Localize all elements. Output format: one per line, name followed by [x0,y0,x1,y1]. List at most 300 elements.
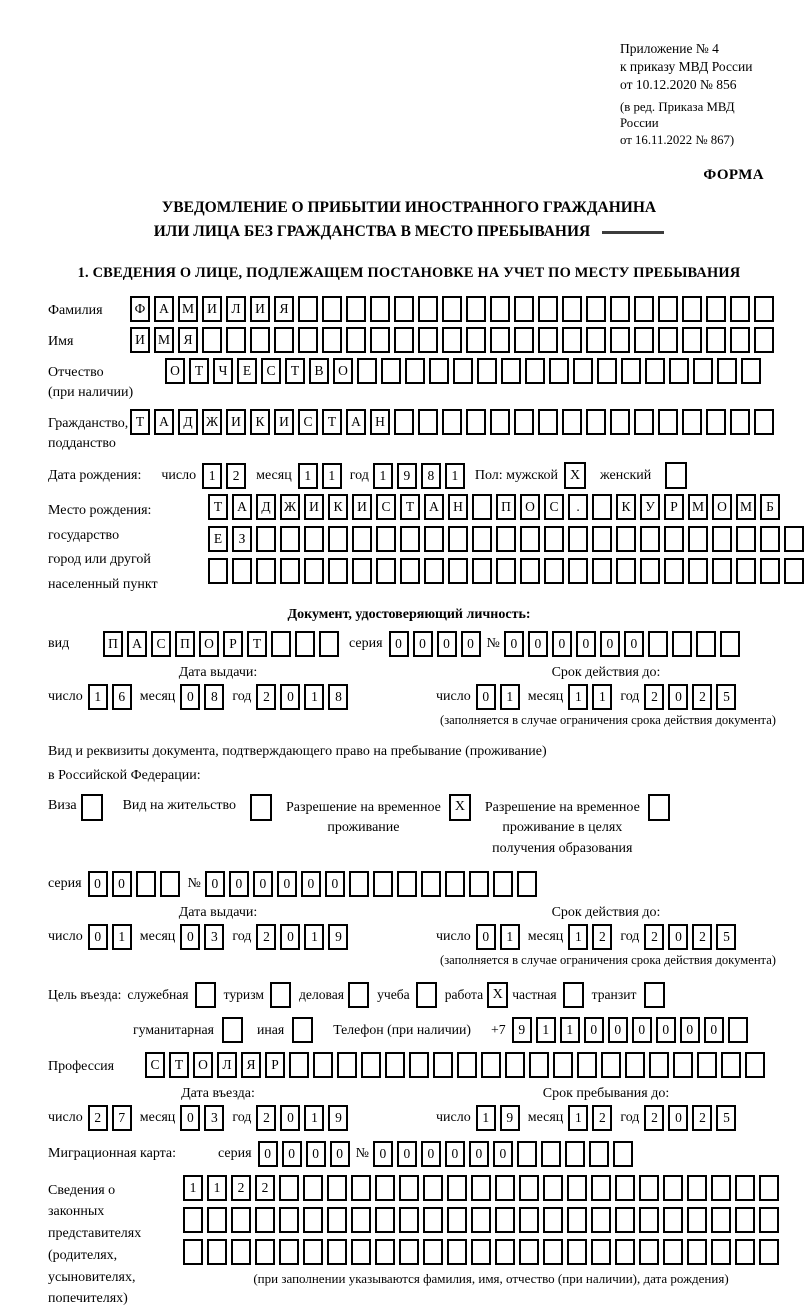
char-box[interactable] [327,1207,347,1233]
char-box[interactable]: 0 [668,684,688,710]
char-box[interactable] [544,558,564,584]
char-box[interactable]: О [199,631,219,657]
char-box[interactable] [327,1239,347,1265]
char-box[interactable] [597,358,617,384]
char-box[interactable] [295,631,315,657]
char-box[interactable] [349,871,369,897]
char-box[interactable] [735,1207,755,1233]
char-box[interactable] [327,1175,347,1201]
char-box[interactable]: 0 [704,1017,724,1043]
char-box[interactable] [711,1239,731,1265]
char-box[interactable] [466,296,486,322]
char-box[interactable]: 1 [560,1017,580,1043]
char-box[interactable]: С [376,494,396,520]
char-box[interactable] [514,327,534,353]
char-box[interactable] [279,1207,299,1233]
char-box[interactable] [501,358,521,384]
char-box[interactable]: 0 [306,1141,326,1167]
visa-checkbox[interactable] [81,794,103,821]
char-box[interactable] [490,296,510,322]
char-box[interactable]: 0 [397,1141,417,1167]
char-box[interactable] [541,1141,561,1167]
char-box[interactable] [418,409,438,435]
char-box[interactable]: 0 [258,1141,278,1167]
char-box[interactable] [375,1239,395,1265]
char-box[interactable] [693,358,713,384]
char-box[interactable] [672,631,692,657]
char-box[interactable]: 8 [421,463,441,489]
char-box[interactable]: 6 [112,684,132,710]
char-box[interactable]: 1 [500,684,520,710]
char-box[interactable] [477,358,497,384]
char-box[interactable]: Т [130,409,150,435]
char-box[interactable]: Т [285,358,305,384]
char-box[interactable]: 2 [255,1175,275,1201]
char-box[interactable] [423,1207,443,1233]
char-box[interactable] [735,1239,755,1265]
char-box[interactable]: О [333,358,353,384]
char-box[interactable]: 2 [692,924,712,950]
char-box[interactable] [592,494,612,520]
char-box[interactable]: 2 [644,1105,664,1131]
char-box[interactable] [592,558,612,584]
char-box[interactable] [634,409,654,435]
char-box[interactable] [538,296,558,322]
char-box[interactable] [543,1207,563,1233]
char-box[interactable] [562,409,582,435]
char-box[interactable]: 0 [88,871,108,897]
char-box[interactable]: А [424,494,444,520]
char-box[interactable]: Я [241,1052,261,1078]
char-box[interactable] [519,1175,539,1201]
char-box[interactable] [639,1175,659,1201]
char-box[interactable]: Я [178,327,198,353]
char-box[interactable] [394,327,414,353]
char-box[interactable]: 0 [277,871,297,897]
char-box[interactable] [711,1207,731,1233]
char-box[interactable] [375,1207,395,1233]
char-box[interactable] [423,1239,443,1265]
edu-permit-checkbox[interactable] [648,794,670,821]
char-box[interactable] [687,1239,707,1265]
char-box[interactable]: Л [217,1052,237,1078]
char-box[interactable]: Р [265,1052,285,1078]
residence-permit-checkbox[interactable] [250,794,272,821]
char-box[interactable] [577,1052,597,1078]
char-box[interactable]: 1 [304,684,324,710]
char-box[interactable] [565,1141,585,1167]
char-box[interactable]: Т [169,1052,189,1078]
sex-female-checkbox[interactable] [665,462,687,489]
char-box[interactable]: С [298,409,318,435]
char-box[interactable] [784,526,804,552]
char-box[interactable] [514,296,534,322]
char-box[interactable] [256,526,276,552]
char-box[interactable] [567,1239,587,1265]
char-box[interactable]: 2 [692,1105,712,1131]
char-box[interactable] [730,296,750,322]
char-box[interactable] [231,1207,251,1233]
char-box[interactable] [640,558,660,584]
char-box[interactable] [549,358,569,384]
char-box[interactable] [562,296,582,322]
char-box[interactable] [303,1175,323,1201]
char-box[interactable] [322,296,342,322]
char-box[interactable] [697,1052,717,1078]
char-box[interactable] [634,296,654,322]
char-box[interactable]: 3 [204,924,224,950]
char-box[interactable]: 0 [389,631,409,657]
char-box[interactable]: 1 [373,463,393,489]
char-box[interactable] [471,1239,491,1265]
char-box[interactable]: 0 [469,1141,489,1167]
char-box[interactable]: И [226,409,246,435]
char-box[interactable] [615,1175,635,1201]
char-box[interactable] [304,558,324,584]
char-box[interactable] [687,1207,707,1233]
char-box[interactable]: М [154,327,174,353]
char-box[interactable] [490,327,510,353]
char-box[interactable] [490,409,510,435]
char-box[interactable] [495,1207,515,1233]
char-box[interactable]: 0 [421,1141,441,1167]
char-box[interactable]: Т [322,409,342,435]
char-box[interactable]: 5 [716,1105,736,1131]
char-box[interactable]: 5 [716,924,736,950]
char-box[interactable]: 0 [280,924,300,950]
char-box[interactable]: 2 [231,1175,251,1201]
char-box[interactable] [592,526,612,552]
char-box[interactable] [466,327,486,353]
char-box[interactable] [645,358,665,384]
char-box[interactable] [424,558,444,584]
char-box[interactable]: Р [664,494,684,520]
char-box[interactable] [207,1207,227,1233]
char-box[interactable] [538,327,558,353]
char-box[interactable]: 7 [112,1105,132,1131]
char-box[interactable] [730,409,750,435]
char-box[interactable] [453,358,473,384]
char-box[interactable]: 2 [592,1105,612,1131]
char-box[interactable] [720,631,740,657]
char-box[interactable] [394,296,414,322]
char-box[interactable] [231,1239,251,1265]
char-box[interactable]: 9 [397,463,417,489]
char-box[interactable] [529,1052,549,1078]
char-box[interactable] [405,358,425,384]
char-box[interactable] [381,358,401,384]
char-box[interactable]: 0 [301,871,321,897]
char-box[interactable] [648,631,668,657]
char-box[interactable] [346,296,366,322]
char-box[interactable] [418,327,438,353]
char-box[interactable] [553,1052,573,1078]
char-box[interactable] [322,327,342,353]
temp-permit-checkbox[interactable]: X [449,794,471,821]
char-box[interactable] [615,1207,635,1233]
char-box[interactable]: 0 [552,631,572,657]
char-box[interactable]: 0 [280,1105,300,1131]
char-box[interactable] [298,296,318,322]
purpose-private-checkbox[interactable] [563,982,584,1008]
char-box[interactable]: В [309,358,329,384]
char-box[interactable]: 0 [476,924,496,950]
char-box[interactable]: 0 [112,871,132,897]
char-box[interactable]: 0 [437,631,457,657]
char-box[interactable] [448,558,468,584]
char-box[interactable] [421,871,441,897]
purpose-work-checkbox[interactable]: X [487,982,508,1008]
char-box[interactable]: 0 [624,631,644,657]
char-box[interactable]: 0 [325,871,345,897]
char-box[interactable] [610,296,630,322]
char-box[interactable] [663,1239,683,1265]
char-box[interactable] [280,526,300,552]
char-box[interactable] [207,1239,227,1265]
char-box[interactable]: 0 [330,1141,350,1167]
char-box[interactable]: К [328,494,348,520]
char-box[interactable] [712,526,732,552]
char-box[interactable] [658,296,678,322]
char-box[interactable] [481,1052,501,1078]
char-box[interactable] [442,296,462,322]
char-box[interactable] [760,526,780,552]
char-box[interactable] [525,358,545,384]
char-box[interactable] [669,358,689,384]
char-box[interactable]: 0 [576,631,596,657]
char-box[interactable]: 1 [207,1175,227,1201]
char-box[interactable]: И [352,494,372,520]
char-box[interactable]: 2 [592,924,612,950]
char-box[interactable] [658,327,678,353]
char-box[interactable]: 9 [500,1105,520,1131]
char-box[interactable]: 0 [504,631,524,657]
purpose-tourism-checkbox[interactable] [270,982,291,1008]
char-box[interactable]: 1 [112,924,132,950]
char-box[interactable] [688,526,708,552]
char-box[interactable] [448,526,468,552]
char-box[interactable] [298,327,318,353]
char-box[interactable]: 1 [568,1105,588,1131]
char-box[interactable]: 2 [226,463,246,489]
char-box[interactable] [357,358,377,384]
char-box[interactable]: 2 [256,924,276,950]
char-box[interactable]: Я [274,296,294,322]
char-box[interactable]: 1 [322,463,342,489]
char-box[interactable]: Ж [202,409,222,435]
char-box[interactable] [304,526,324,552]
char-box[interactable] [271,631,291,657]
char-box[interactable]: М [736,494,756,520]
char-box[interactable] [280,558,300,584]
char-box[interactable] [442,409,462,435]
char-box[interactable]: 0 [180,924,200,950]
char-box[interactable]: 9 [328,924,348,950]
char-box[interactable] [400,526,420,552]
char-box[interactable]: И [250,296,270,322]
char-box[interactable] [505,1052,525,1078]
char-box[interactable] [591,1239,611,1265]
char-box[interactable]: 0 [656,1017,676,1043]
char-box[interactable] [385,1052,405,1078]
char-box[interactable] [688,558,708,584]
char-box[interactable] [568,558,588,584]
char-box[interactable]: 0 [632,1017,652,1043]
char-box[interactable] [759,1175,779,1201]
char-box[interactable] [613,1141,633,1167]
char-box[interactable]: А [127,631,147,657]
purpose-official-checkbox[interactable] [195,982,216,1008]
char-box[interactable] [457,1052,477,1078]
char-box[interactable] [745,1052,765,1078]
char-box[interactable] [754,327,774,353]
char-box[interactable] [730,327,750,353]
char-box[interactable]: И [202,296,222,322]
char-box[interactable] [471,1207,491,1233]
char-box[interactable]: 1 [568,924,588,950]
char-box[interactable] [442,327,462,353]
char-box[interactable]: 0 [493,1141,513,1167]
char-box[interactable]: 1 [500,924,520,950]
char-box[interactable] [514,409,534,435]
char-box[interactable]: 1 [88,684,108,710]
char-box[interactable]: Е [237,358,257,384]
char-box[interactable] [591,1207,611,1233]
char-box[interactable]: 0 [608,1017,628,1043]
char-box[interactable] [687,1175,707,1201]
char-box[interactable]: Ж [280,494,300,520]
char-box[interactable]: Т [208,494,228,520]
char-box[interactable] [303,1239,323,1265]
char-box[interactable] [471,1175,491,1201]
char-box[interactable] [208,558,228,584]
char-box[interactable] [634,327,654,353]
char-box[interactable] [712,558,732,584]
char-box[interactable] [625,1052,645,1078]
char-box[interactable]: 2 [644,684,664,710]
sex-male-checkbox[interactable]: X [564,462,586,489]
char-box[interactable]: 0 [88,924,108,950]
char-box[interactable]: 0 [600,631,620,657]
char-box[interactable] [735,1175,755,1201]
purpose-humanitarian-checkbox[interactable] [222,1017,243,1043]
char-box[interactable] [784,558,804,584]
char-box[interactable] [586,296,606,322]
char-box[interactable]: К [616,494,636,520]
char-box[interactable]: 9 [512,1017,532,1043]
char-box[interactable]: 0 [445,1141,465,1167]
char-box[interactable] [469,871,489,897]
char-box[interactable]: О [520,494,540,520]
char-box[interactable]: Б [760,494,780,520]
char-box[interactable]: 0 [476,684,496,710]
char-box[interactable]: 5 [716,684,736,710]
char-box[interactable] [706,409,726,435]
char-box[interactable]: С [151,631,171,657]
char-box[interactable] [517,1141,537,1167]
char-box[interactable] [754,409,774,435]
char-box[interactable] [376,526,396,552]
char-box[interactable] [352,558,372,584]
char-box[interactable] [418,296,438,322]
char-box[interactable] [424,526,444,552]
char-box[interactable] [664,558,684,584]
char-box[interactable]: 0 [528,631,548,657]
char-box[interactable] [520,558,540,584]
char-box[interactable] [328,526,348,552]
char-box[interactable] [759,1207,779,1233]
char-box[interactable] [663,1175,683,1201]
char-box[interactable] [399,1175,419,1201]
char-box[interactable]: Ф [130,296,150,322]
char-box[interactable] [376,558,396,584]
char-box[interactable]: М [178,296,198,322]
char-box[interactable] [351,1175,371,1201]
char-box[interactable] [567,1175,587,1201]
char-box[interactable] [313,1052,333,1078]
char-box[interactable]: Н [448,494,468,520]
purpose-other-checkbox[interactable] [292,1017,313,1043]
char-box[interactable] [586,409,606,435]
char-box[interactable] [741,358,761,384]
char-box[interactable]: 0 [668,924,688,950]
char-box[interactable] [682,296,702,322]
char-box[interactable]: У [640,494,660,520]
char-box[interactable] [319,631,339,657]
char-box[interactable] [397,871,417,897]
char-box[interactable] [433,1052,453,1078]
char-box[interactable]: С [544,494,564,520]
char-box[interactable]: А [346,409,366,435]
char-box[interactable]: С [261,358,281,384]
char-box[interactable]: Д [178,409,198,435]
char-box[interactable] [591,1175,611,1201]
char-box[interactable] [429,358,449,384]
char-box[interactable]: А [154,296,174,322]
char-box[interactable]: 0 [229,871,249,897]
char-box[interactable]: К [250,409,270,435]
char-box[interactable]: 0 [680,1017,700,1043]
char-box[interactable]: И [274,409,294,435]
char-box[interactable]: 1 [445,463,465,489]
char-box[interactable] [447,1239,467,1265]
char-box[interactable] [573,358,593,384]
purpose-transit-checkbox[interactable] [644,982,665,1008]
char-box[interactable] [352,526,372,552]
char-box[interactable] [495,1239,515,1265]
char-box[interactable] [616,558,636,584]
char-box[interactable] [754,296,774,322]
char-box[interactable]: 0 [461,631,481,657]
char-box[interactable] [226,327,246,353]
char-box[interactable]: 0 [282,1141,302,1167]
char-box[interactable]: Д [256,494,276,520]
char-box[interactable]: 2 [644,924,664,950]
char-box[interactable] [232,558,252,584]
char-box[interactable]: О [193,1052,213,1078]
char-box[interactable] [621,358,641,384]
char-box[interactable]: 1 [304,1105,324,1131]
char-box[interactable] [538,409,558,435]
char-box[interactable] [400,558,420,584]
char-box[interactable] [728,1017,748,1043]
char-box[interactable]: П [103,631,123,657]
char-box[interactable]: С [145,1052,165,1078]
char-box[interactable]: Р [223,631,243,657]
char-box[interactable]: О [165,358,185,384]
char-box[interactable] [562,327,582,353]
char-box[interactable] [682,327,702,353]
